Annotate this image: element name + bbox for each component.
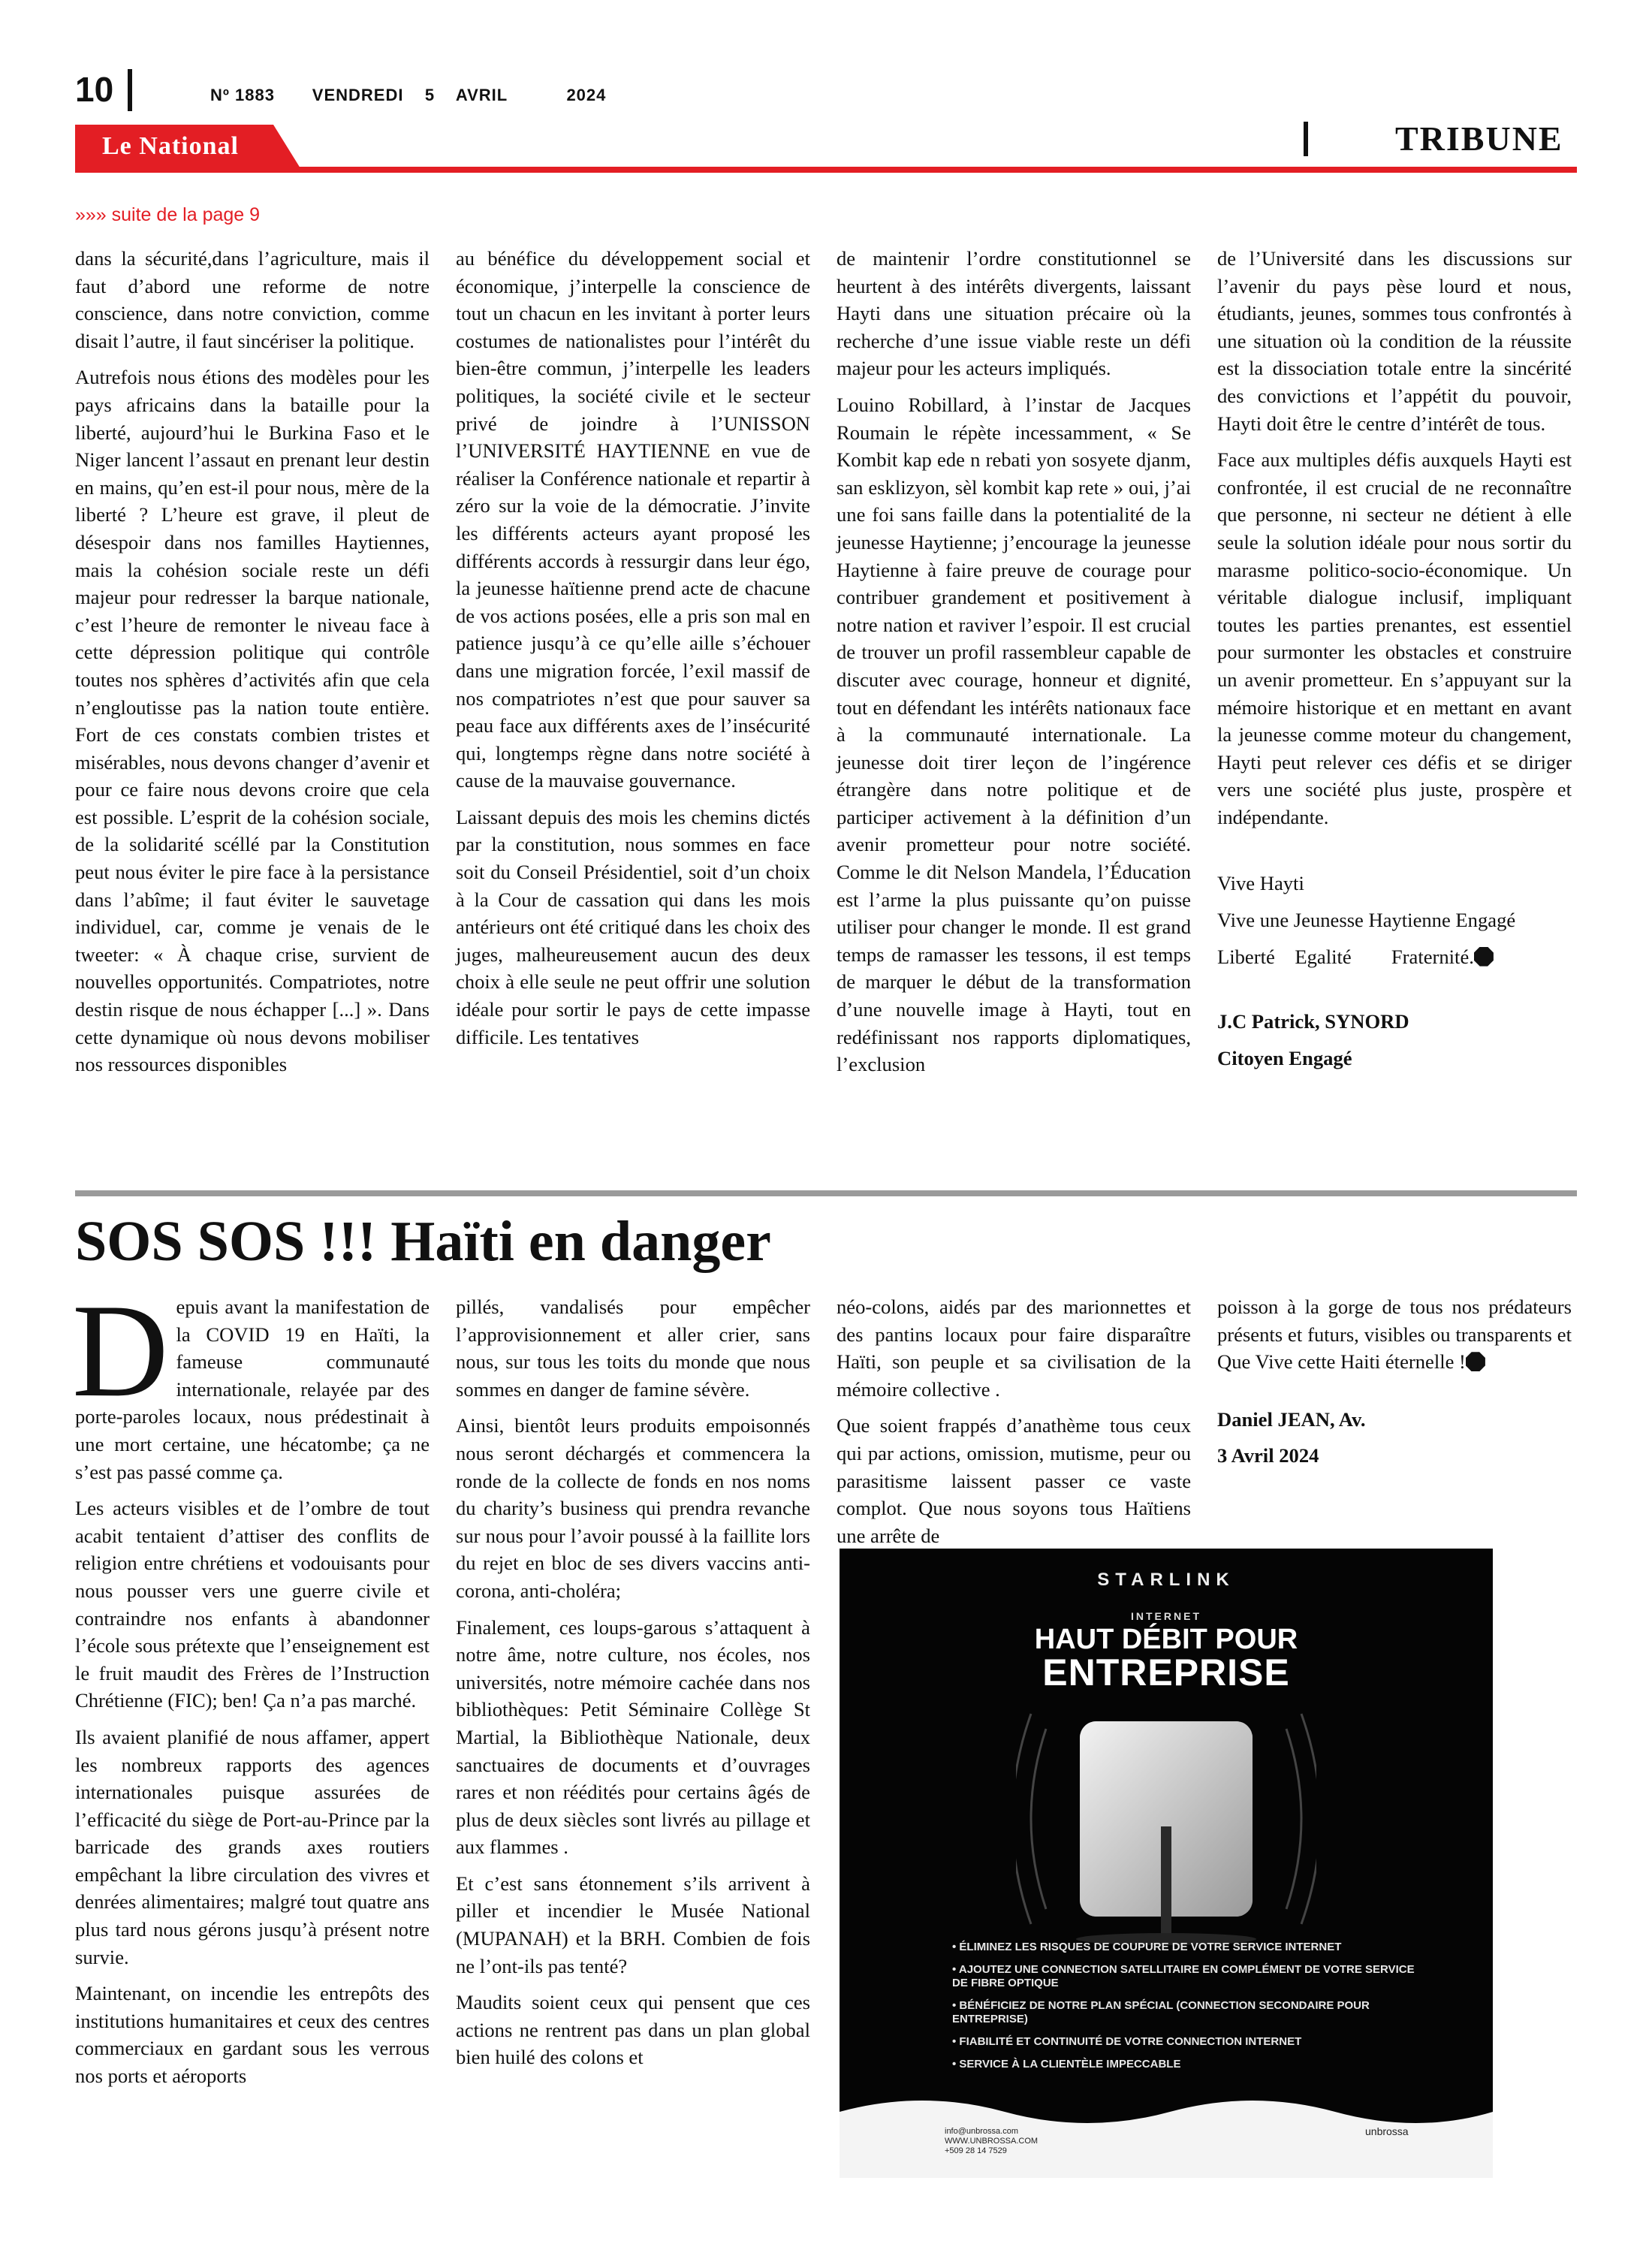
paragraph: de l’Université dans les discussions sur l’avenir du pays pèse lourd et nous, étudiants, jeunes, sommes tous confrontés à une situation où la condition de la réussite est la dissociation totale entre la sincérité des convictions et l’appétit du pouvoir, Hayti doit être le centre d’intérêt de tous.: [1217, 247, 1572, 435]
ad-benefit: • ÉLIMINEZ LES RISQUES DE COUPURE DE VOTRE SERVICE INTERNET: [952, 1941, 1342, 1953]
paragraph: pillés, vandalisés pour empêcher l’approvisionnement et aller crier, sans nous, sur tous les toits du monde que nous sommes en danger de famine sévère.: [456, 1295, 810, 1401]
article1-column-4: [1217, 245, 1572, 1081]
article1-column-3: [837, 245, 1191, 1087]
article2-column-4: [1217, 1293, 1572, 1479]
issue-year: 2024: [566, 86, 607, 104]
paragraph: dans la sécurité,dans l’agriculture, mais il faut d’abord une reforme de notre conscience, dans notre conviction, comme disait l’autre, il faut sincériser la politique.: [75, 247, 430, 352]
ad-title: HAUT DÉBIT POUR: [1034, 1624, 1298, 1655]
paragraph: Finalement, ces loups-garous s’attaquent à notre âme, notre culture, nos écoles, nos universités, notre mémoire cachée dans nos bibliothèques: Petit Séminaire Collège St Martial, la Bibliothèque Nationale, deux sanctuaires de documents et d’ouvrages rares et non réédités pour certains âgés de plus de deux siècles sont livrés au pillage et aux flammes .: [456, 1615, 810, 1859]
starlink-ad[interactable]: [840, 1549, 1493, 2178]
paragraph: Face aux multiples défis auxquels Hayti est confrontée, il est crucial de ne reconnaître que personne, ni secteur ne détient à elle seule la solution idéale pour nous sortir du marasme politico-socio-économique. Un véritable dialogue inclusif, impliquant toutes les parties prenantes, est essentiel pour surmonter les obstacles et construire un avenir prometteur. En s’appuyant sur la mémoire historique et en mettant en avant la jeunesse comme moteur du changement, Hayti peut relever ces défis et se diriger vers une société plus juste, prospère et indépendante.: [1217, 448, 1572, 828]
ad-phone: +509 28 14 7529: [945, 2146, 1007, 2155]
continued-from: »»» suite de la page 9: [75, 204, 261, 225]
paragraph: Laissant depuis des mois les chemins dictés par la constitution, nous sommes en face soit du Conseil Présidentiel, soit d’un choix à la Cour de cassation qui dans les mois antérieurs ont été critiqué dans les choix des juges, malheureusement aucun des deux choix à elle seule ne peut offrir une solution idéale pour sortir le pays de cette impasse difficile. Les tentatives: [456, 805, 810, 1048]
article2-column-1: [72, 1276, 430, 2099]
paragraph: Maintenant, on incendie les entrepôts des institutions humanitaires et ceux des centres commerciaux en gardant sous les verrous nos ports et aéroports: [75, 1982, 430, 2088]
article1-column-2: [456, 245, 810, 1060]
ad-benefit: • BÉNÉFICIEZ DE NOTRE PLAN SPÉCIAL (CONNECTION SECONDAIRE POUR ENTREPRISE): [952, 1999, 1370, 2025]
paragraph: de maintenir l’ordre constitutionnel se heurtent à des intérêts divergents, laissant Hayti dans une situation précaire où la recherche d’une issue viable reste un défi majeur pour les acteurs impliqués.: [837, 247, 1191, 380]
paragraph: epuis avant la manifestation de la COVID 19 en Haïti, la fameuse communauté internationale, relayée par des porte-paroles locaux, nous prédestinait à une mort certaine, une hécatombe; ça ne s’est pas passé comme ça.: [75, 1295, 430, 1483]
issue-line: [210, 86, 606, 105]
end-mark-icon: [1466, 1352, 1485, 1371]
ad-email[interactable]: info@unbrossa.com: [945, 2127, 1018, 2136]
paragraph: poisson à la gorge de tous nos prédateurs présents et futurs, visibles ou transparents et Que Vive cette Haiti éternelle !: [1217, 1295, 1572, 1374]
end-mark-icon: [1474, 947, 1494, 967]
issue-day: VENDREDI: [312, 86, 404, 104]
paragraph: néo-colons, aidés par des marionnettes et des pantins locaux pour faire disparaître Haïti, son peuple et sa civilisation de la mémoire collective .: [837, 1295, 1191, 1401]
drop-cap: D: [72, 1276, 169, 1425]
paragraph: Et c’est sans étonnement s’ils arrivent à piller et incendier le Musée National (MUPANAH) et la BRH. Combien de fois ne l’ont-ils pas tenté?: [456, 1871, 810, 1977]
author-title: Citoyen Engagé: [1217, 1046, 1352, 1069]
paragraph: Autrefois nous étions des modèles pour les pays africains dans la bataille pour la liberté, aujourd’hui le Burkina Faso et le Niger lancent l’assaut en prenant leur destin en mains, qu’en est-il pour nous, mère de la liberté ? L’heure est grave, il pleut de désespoir dans nos familles Haytiennes, mais la cohésion sociale reste un défi majeur pour redresser la barque nationale, c’est l’heure de remonter le niveau face à cette dépression politique qui contrôle toutes nos sphères d’activités afin que cela n’engloutisse pas la nation toute entière. Fort de ces constats combien tristes et misérables, nous devons changer d’avenir et pour ce faire nous devons croire que cela est possible. L’esprit de la cohésion sociale, de la solidarité scéllé par la Constitution peut nous éviter le pire face à la persistance dans l’abîme; il faut éviter le sauvetage individuel, car, comme je venais de le tweeter: « À chaque crise, survient de nouvelles opportunités. Compatriotes, notre destin risque de nous échapper [...] ». Dans cette dynamique où nous devons mobiliser nos ressources disponibles: [75, 366, 430, 1076]
article2-column-3: [837, 1293, 1191, 1558]
section-divider: [1304, 122, 1308, 156]
paragraph: Que soient frappés d’anathème tous ceux qui par actions, omission, mutisme, peur ou parasitisme laissent passer ce vaste complot. Que nous soyons tous Haïtiens une arrête de: [837, 1414, 1191, 1547]
paragraph: Maudits soient ceux qui pensent que ces actions ne rentrent pas dans un plan global bien huilé des colons et: [456, 1991, 810, 2069]
page-number: 10: [75, 70, 114, 109]
satellite-dish-icon: [1016, 1699, 1316, 1947]
article1-column-1: [75, 245, 430, 1087]
header-rule: [75, 167, 1577, 173]
ad-title: ENTREPRISE: [1042, 1651, 1290, 1694]
article-separator: [75, 1190, 1577, 1196]
article-date: 3 Avril 2024: [1217, 1444, 1319, 1467]
section-title: TRIBUNE: [1395, 119, 1563, 158]
brand-logo: Le National: [102, 132, 239, 160]
ad-kicker: INTERNET: [1131, 1610, 1201, 1622]
author-name: Daniel JEAN, Av.: [1217, 1407, 1366, 1431]
issue-date-day: 5: [424, 86, 436, 104]
paragraph: au bénéfice du développement social et économique, j’interpelle la conscience de tout un chacun en les invitant à porter leurs costumes de nationalistes pour l’intérêt du bien-être commun, j’interpelle les leaders politiques, la société civile et le secteur privé de joindre à l’UNISSON l’UNIVERSITÉ HAYTIENNE en vue de réaliser la Conférence nationale et repartir à zéro sur la voie de la démocratie. J’invite les différents acteurs ayant proposé les différents accords à ressurgir dans leur égo, la jeunesse haïtienne prend acte de chacune de vos actions posées, elle a pris son mal en patience jusqu’à ce qu’elle aille s’échouer dans une migration forcée, l’exil massif de nos compatriotes n’est que pour sauver sa peau face aux différents axes de l’insécurité qui, longtemps règne dans notre société à cause de la mauvaise gouvernance.: [456, 247, 810, 792]
ad-logo: unbrossa: [1365, 2125, 1409, 2137]
divider: [128, 69, 132, 111]
ad-benefit: • FIABILITÉ ET CONTINUITÉ DE VOTRE CONNECTION INTERNET: [952, 2035, 1302, 2048]
paragraph: Ils avaient planifié de nous affamer, appert les nombreux rapports des agences internationales puisque assurées de l’efficacité du siège de Port-au-Prince par la barricade des grands axes routiers empêchant la libre circulation des vivres et denrées alimentaires; malgré tout quatre ans plus tard nous gérons jusqu’à présent notre survie.: [75, 1725, 430, 1968]
article2-headline: SOS SOS !!! Haïti en danger: [75, 1210, 771, 1273]
ad-benefit: • SERVICE À LA CLIENTÈLE IMPECCABLE: [952, 2058, 1181, 2071]
issue-number: Nº 1883: [210, 86, 275, 104]
ad-website[interactable]: WWW.UNBROSSA.COM: [945, 2137, 1039, 2146]
paragraph: Louino Robillard, à l’instar de Jacques Roumain le répète incessamment, « Se Kombit kap ede n rebati yon sosyete djanm, san esklizyon, sèl kombit kap rete » oui, j’ai une foi sans faille dans la potentialité de la jeunesse Haytienne; j’encourage la jeunesse Haytienne à faire preuve de courage pour contribuer grandement et positivement à notre nation et raviver l’espoir. Il est crucial de trouver un profil rassembleur capable de discuter avec courage, honneur et dignité, tout en défendant les intérêts nationaux face à la communauté internationale. La jeunesse doit tirer leçon de l’ingérence étrangère dans notre politique et de participer activement à la définition d’un avenir prometteur pour notre société. Comme le dit Nelson Mandela, l’Éducation est l’arme la plus puissante qu’on puisse utiliser pour changer le monde. Il est grand temps de ramasser les tessons, il est temps de marquer le début de la transformation d’une nouvelle image à Hayti, tout en redéfinissant nos rapports diplomatiques, l’exclusion: [837, 393, 1191, 1076]
closing-line: Vive Hayti: [1217, 872, 1304, 895]
ad-benefit: • AJOUTEZ UNE CONNECTION SATELLITAIRE EN COMPLÉMENT DE VOTRE SERVICE DE FIBRE OPTIQUE: [952, 1963, 1415, 1989]
ad-contact: [945, 2127, 1038, 2156]
ad-brand: STARLINK: [1097, 1570, 1235, 1590]
issue-month: AVRIL: [455, 86, 508, 104]
paragraph: Ainsi, bientôt leurs produits empoisonnés nous seront déchargés et commencera la ronde de la collecte de fonds en nos noms du charity’s business qui prendra revanche sur nous pour l’avoir poussé à la faillite lors du rejet en bloc de ses divers vaccins anti-corona, anti-choléra;: [456, 1414, 810, 1602]
closing-line: Vive une Jeunesse Haytienne Engagé: [1217, 909, 1516, 932]
paragraph: Les acteurs visibles et de l’ombre de tout acabit tentaient d’attiser des conflits de religion entre chrétiens et vodouisants pour nous pousser vers une guerre civile et contraindre nos enfants à abandonner l’école sous prétexte que l’enseignement est le fruit maudit des Frères de l’Instruction Chrétienne (FIC); ben! Ça n’a pas marché.: [75, 1497, 430, 1712]
author-name: J.C Patrick, SYNORD: [1217, 1010, 1409, 1033]
article2-column-2: [456, 1293, 810, 2080]
ad-benefits-list: [952, 1941, 1418, 2080]
closing-line: Liberté Egalité Fraternité.: [1217, 945, 1474, 968]
